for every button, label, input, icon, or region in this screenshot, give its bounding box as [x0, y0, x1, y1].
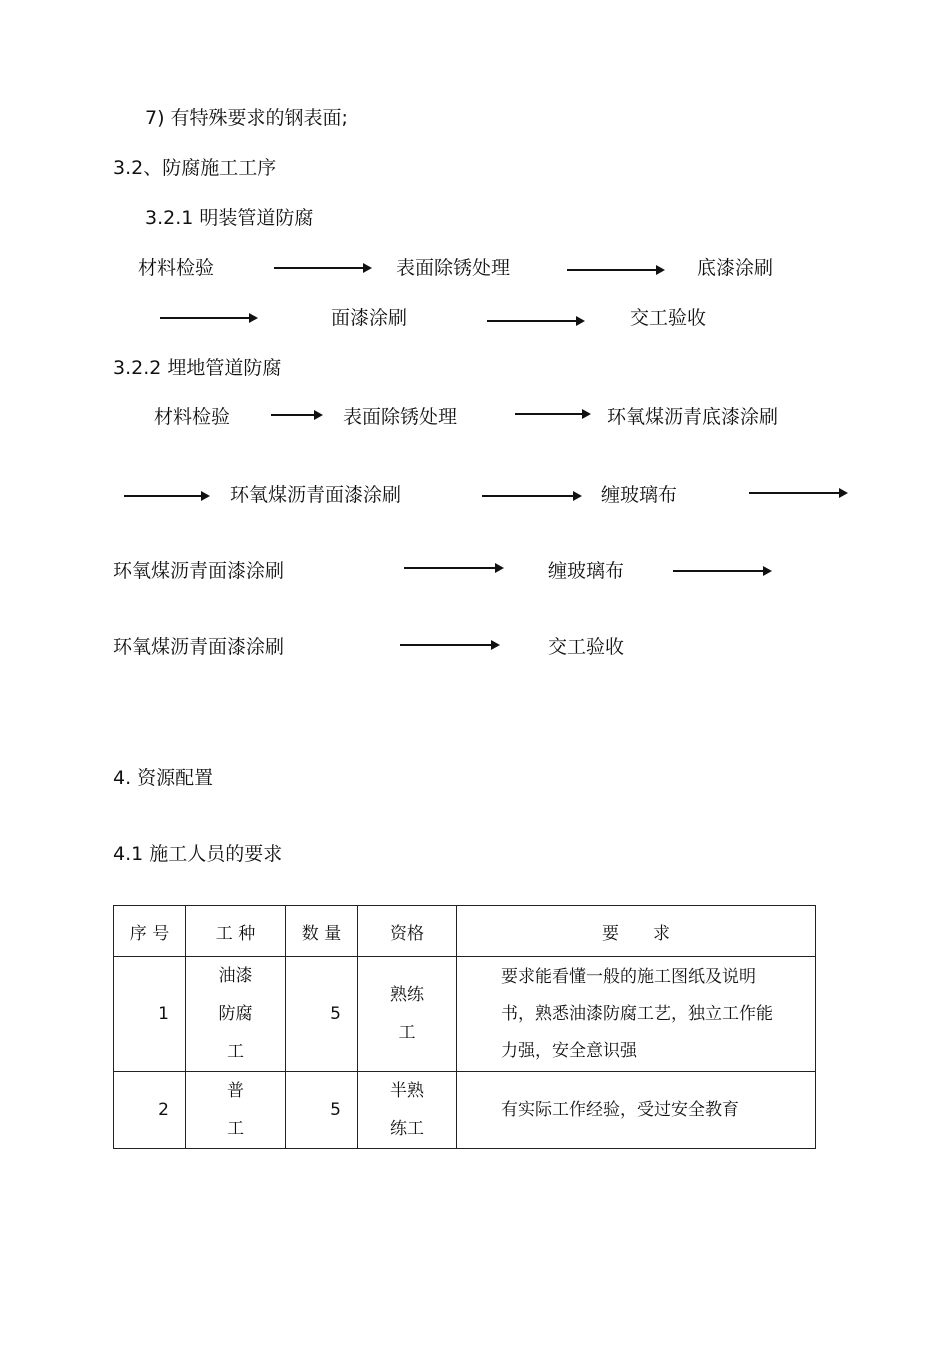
cell-req: 有实际工作经验，受过安全教育: [457, 1072, 816, 1149]
header-qty: 数 量: [286, 906, 358, 957]
flow-step: 交工验收: [548, 636, 625, 658]
flow-arrow: [271, 410, 323, 420]
flow-step: 表面除锈处理: [396, 257, 511, 279]
flow-step: 环氧煤沥青底漆涂刷: [607, 406, 779, 428]
flow-arrow: [567, 265, 665, 275]
cell-req: 要求能看懂一般的施工图纸及说明 书，熟悉油漆防腐工艺，独立工作能 力强，安全意识强: [457, 957, 816, 1072]
flow-step: 材料检验: [154, 406, 231, 428]
flow-arrow: [673, 566, 772, 576]
flow-step: 面漆涂刷: [331, 307, 408, 329]
table-header-row: [114, 906, 816, 957]
cell-qual: 半熟 练工: [358, 1072, 457, 1149]
flow-step: 环氧煤沥青面漆涂刷: [113, 636, 285, 658]
flow-arrow: [400, 640, 500, 650]
header-qual: 资格: [358, 906, 457, 957]
cell-qty: 5: [286, 957, 358, 1072]
flow-arrow: [124, 491, 210, 501]
flow-arrow: [749, 488, 848, 498]
flow-arrow: [515, 409, 591, 419]
flow-arrow: [487, 316, 585, 326]
cell-kind: 油漆 防腐 工: [186, 957, 286, 1072]
staff-requirements-table: [113, 905, 816, 1149]
section-heading-3-2: 3.2、防腐施工工序: [113, 157, 277, 179]
flow-step: 底漆涂刷: [697, 257, 774, 279]
cell-kind: 普 工: [186, 1072, 286, 1149]
subsection-heading-3-2-1: 3.2.1 明装管道防腐: [145, 207, 314, 229]
flow-step: 材料检验: [138, 257, 215, 279]
header-req: 要 求: [457, 906, 816, 957]
section-heading-4: 4. 资源配置: [113, 767, 214, 789]
cell-qty: 5: [286, 1072, 358, 1149]
flow-arrow: [482, 491, 582, 501]
flow-step: 环氧煤沥青面漆涂刷: [113, 560, 285, 582]
flow-arrow: [160, 313, 258, 323]
flow-step: 交工验收: [630, 307, 707, 329]
table-row: [114, 1072, 816, 1149]
flow-arrow: [404, 563, 504, 573]
flow-step: 环氧煤沥青面漆涂刷: [230, 484, 402, 506]
table-row: [114, 957, 816, 1072]
flow-step: 缠玻璃布: [548, 560, 625, 582]
flow-step: 缠玻璃布: [601, 484, 678, 506]
cell-seq: 2: [114, 1072, 186, 1149]
flow-arrow: [274, 263, 372, 273]
subsection-heading-3-2-2: 3.2.2 埋地管道防腐: [113, 357, 282, 379]
header-seq: 序 号: [114, 906, 186, 957]
cell-qual: 熟练 工: [358, 957, 457, 1072]
flow-step: 表面除锈处理: [343, 406, 458, 428]
subsection-heading-4-1: 4.1 施工人员的要求: [113, 843, 283, 865]
header-kind: 工 种: [186, 906, 286, 957]
cell-seq: 1: [114, 957, 186, 1072]
list-item-7: 7) 有特殊要求的钢表面;: [145, 107, 348, 129]
